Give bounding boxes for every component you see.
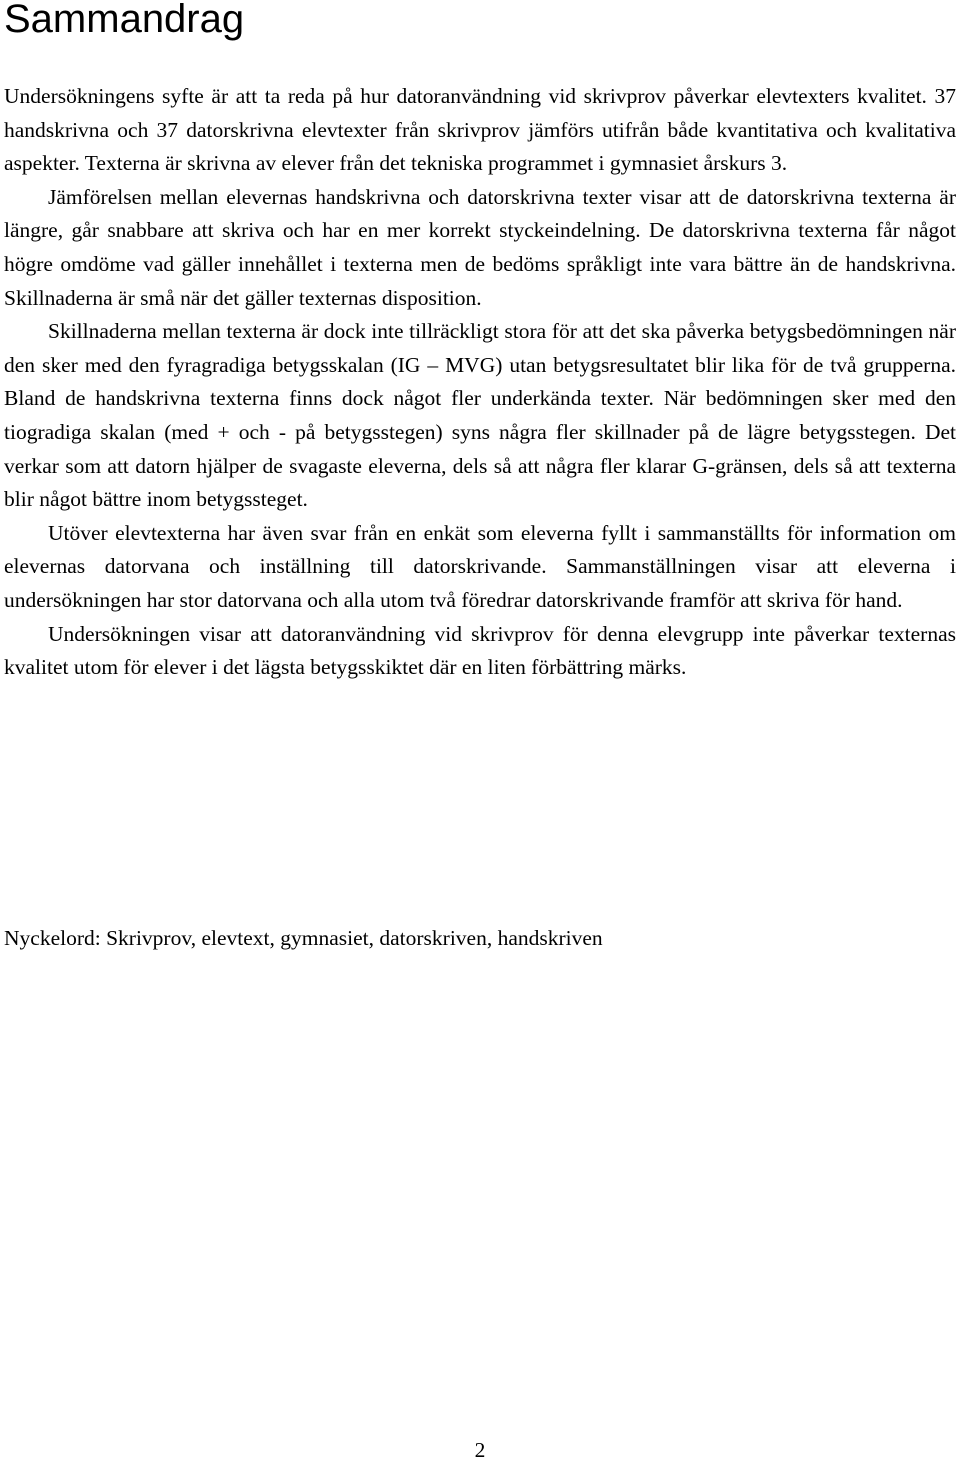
keywords-line: Nyckelord: Skrivprov, elevtext, gymnasiet, datorskriven, handskriven: [4, 926, 603, 950]
page-number: 2: [474, 1438, 486, 1462]
summary-paragraph-grading: Skillnaderna mellan texterna är dock inte tillräckligt stora för att det ska påverka betygsbedömningen när den sker med den fyragradiga betygsskalan (IG – MVG) utan betygsresultatet blir lika för de två grupperna. Bland de handskrivna texterna finns dock något fler underkända texter. När bedömningen sker med den tiogradiga skalan (med + och - på betygsstegen) syns några fler skillnader på de lägre betygsstegen. Det verkar som att datorn hjälper de svagaste eleverna, dels så att några fler klarar G-gränsen, dels så att texterna blir något bättre inom betygssteget.: [4, 319, 956, 512]
summary-paragraph-survey: Utöver elevtexterna har även svar från en enkät som eleverna fyllt i sammanställts för information om elevernas datorvana och inställning till datorskrivande. Sammanställningen visar att eleverna i undersökningen har stor datorvana och alla utom två föredrar datorskrivande framför att skriva för hand.: [4, 520, 956, 612]
summary-paragraph-comparison: Jämförelsen mellan elevernas handskrivna och datorskrivna texter visar att de datorskrivna texterna är längre, går snabbare att skriva och har en mer korrekt styckeindelning. De datorskrivna texterna får något högre omdöme vad gäller innehållet i texterna men de bedöms språkligt inte vara bättre än de handskrivna. Skillnaderna är små när det gäller texternas disposition.: [4, 184, 956, 310]
summary-paragraph-conclusion: Undersökningen visar att datoranvändning vid skrivprov för denna elevgrupp inte påverkar texternas kvalitet utom för elever i det lägsta betygsskiktet där en liten förbättring märks.: [4, 621, 956, 680]
page-title: Sammandrag: [4, 0, 245, 41]
summary-paragraph-purpose: Undersökningens syfte är att ta reda på hur datoranvändning vid skrivprov påverkar elevtexters kvalitet. 37 handskrivna och 37 datorskrivna elevtexter från skrivprov jämförs utifrån både kvantitativa och kvalitativa aspekter. Texterna är skrivna av elever från det tekniska programmet i gymnasiet årskurs 3.: [4, 84, 956, 176]
summary-body: [4, 80, 956, 685]
